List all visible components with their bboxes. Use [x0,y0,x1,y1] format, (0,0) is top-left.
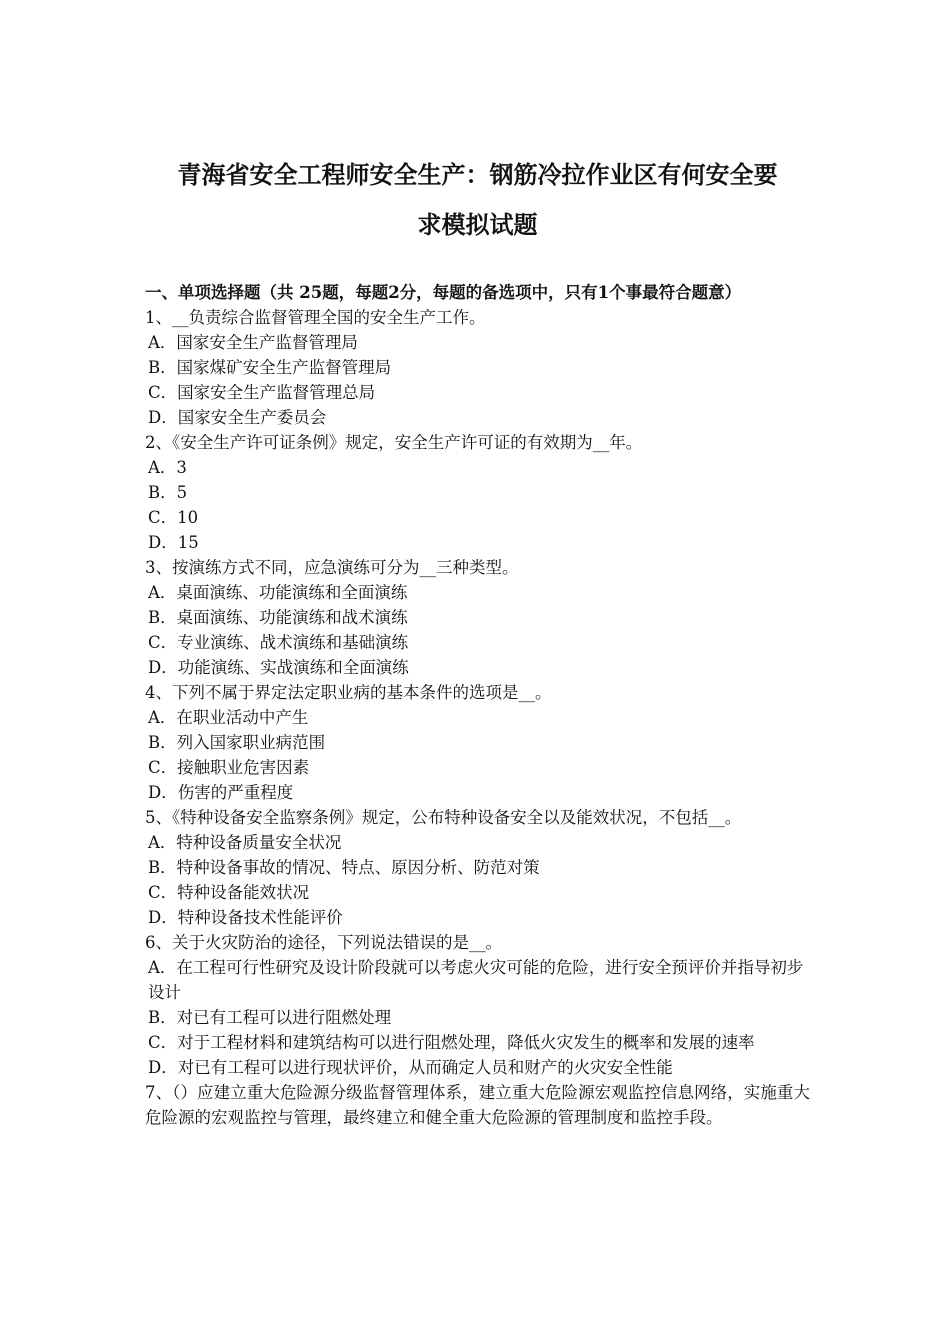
section-heading: 一、单项选择题（共 25题，每题2分，每题的备选项中，只有1个事最符合题意） [145,283,742,302]
answer-option: C．接触职业危害因素 [148,758,310,777]
answer-option: B．列入国家职业病范围 [148,733,326,752]
answer-option: A．桌面演练、功能演练和全面演练 [148,583,408,602]
question-item [145,805,810,930]
document-title [145,150,810,250]
answer-option: C．特种设备能效状况 [148,883,310,902]
answer-option: C．国家安全生产监督管理总局 [148,383,376,402]
answer-option: C．对于工程材料和建筑结构可以进行阻燃处理，降低火灾发生的概率和发展的速率 [148,1033,755,1052]
question-item [145,430,810,555]
title-line-1: 青海省安全工程师安全生产：钢筋冷拉作业区有何安全要 [177,160,778,189]
question-text: 3、按演练方式不同，应急演练可分为__三种类型。 [145,558,519,577]
question-item [145,1080,810,1130]
question-text: 1、__负责综合监督管理全国的安全生产工作。 [145,308,486,327]
answer-option: A．特种设备质量安全状况 [148,833,342,852]
answer-option: A．3 [148,458,187,477]
document-page [145,150,810,1130]
answer-option: C．专业演练、战术演练和基础演练 [148,633,409,652]
answer-option: D．15 [148,533,199,552]
answer-option: B．5 [148,483,188,502]
title-line-2: 求模拟试题 [417,210,538,239]
question-text: 2、《安全生产许可证条例》规定，安全生产许可证的有效期为__年。 [145,433,643,452]
question-text: 6、关于火灾防治的途径，下列说法错误的是__。 [145,933,502,952]
answer-option: C．10 [148,508,199,527]
answer-option: D．国家安全生产委员会 [148,408,327,427]
answer-option: B．对已有工程可以进行阻燃处理 [148,1008,392,1027]
question-text: 5、《特种设备安全监察条例》规定，公布特种设备安全以及能效状况，不包括__。 [145,808,742,827]
answer-option: A．国家安全生产监督管理局 [148,333,358,352]
question-item [145,305,810,430]
answer-option: D．特种设备技术性能评价 [148,908,343,927]
answer-option: A．在工程可行性研究及设计阶段就可以考虑火灾可能的危险，进行安全预评价并指导初步设计 [148,958,804,1002]
question-text: 7、（）应建立重大危险源分级监督管理体系，建立重大危险源宏观监控信息网络，实施重大危险源的宏观监控与管理，最终建立和健全重大危险源的管理制度和监控手段。 [145,1083,810,1127]
question-text: 4、下列不属于界定法定职业病的基本条件的选项是__。 [145,683,552,702]
answer-option: B．国家煤矿安全生产监督管理局 [148,358,392,377]
answer-option: B．桌面演练、功能演练和战术演练 [148,608,408,627]
question-item [145,555,810,680]
answer-option: D．伤害的严重程度 [148,783,294,802]
answer-option: D．对已有工程可以进行现状评价，从而确定人员和财产的火灾安全性能 [148,1058,673,1077]
question-item [145,680,810,805]
answer-option: D．功能演练、实战演练和全面演练 [148,658,409,677]
answer-option: B．特种设备事故的情况、特点、原因分析、防范对策 [148,858,540,877]
question-item [145,930,810,1080]
question-list [145,305,810,1130]
answer-option: A．在职业活动中产生 [148,708,309,727]
